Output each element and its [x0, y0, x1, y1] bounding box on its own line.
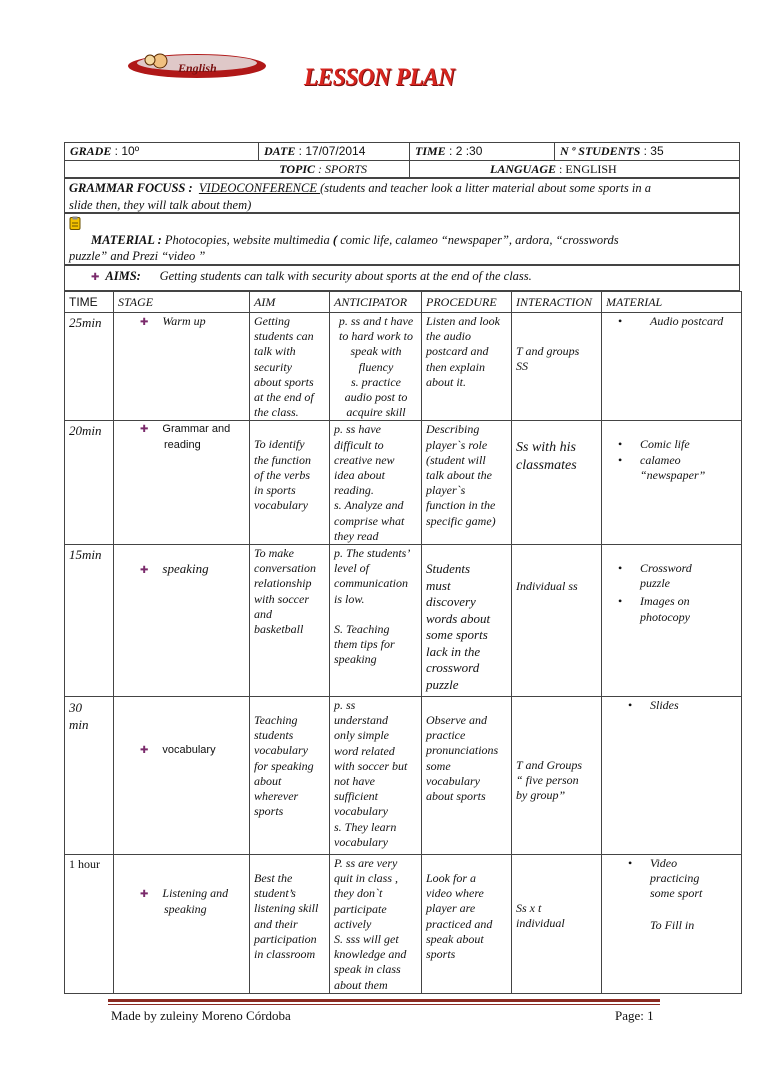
arrow-bullet-icon: ✚	[140, 889, 149, 901]
time-cell: 30 min	[65, 697, 114, 855]
procedure-cell: Students must discovery words about some sports lack in the crossword puzzle	[422, 545, 512, 697]
column-header: MATERIAL	[602, 292, 742, 313]
anticipator-cell: p. The students’ level of communication is low. S. Teaching them tips for speaking	[330, 545, 422, 697]
aims-section: ✚ AIMS: Getting students can talk with security about sports at the end of the class.	[64, 265, 740, 291]
material-cell	[602, 545, 742, 697]
students-cell: N º STUDENTS : 35	[555, 143, 740, 161]
material-cell	[602, 313, 742, 421]
aim-cell: Best the student’s listening skill and their participation in classroom	[250, 855, 330, 994]
aim-cell: Teaching students vocabulary for speaking about wherever sports	[250, 697, 330, 855]
list-item: • Crossword puzzle	[636, 561, 738, 591]
stage-cell: ✚ Grammar and reading	[114, 421, 250, 545]
column-header: AIM	[250, 292, 330, 313]
aim-cell: To identify the function of the verbs in sports vocabulary	[250, 421, 330, 545]
interaction-cell: Ss x t individual	[512, 855, 602, 994]
grade-cell: GRADE : 10º	[65, 143, 259, 161]
interaction-cell: T and Groups “ five person by group”	[512, 697, 602, 855]
aim-cell: Getting students can talk with security about sports at the end of the class.	[250, 313, 330, 421]
stage-cell: ✚ Listening and speaking	[114, 855, 250, 994]
arrow-bullet-icon: ✚	[140, 424, 149, 436]
procedure-cell: Observe and practice pronunciations some vocabulary about sports	[422, 697, 512, 855]
footer-rule-thin	[108, 1004, 660, 1005]
interaction-cell: Individual ss	[512, 545, 602, 697]
material-cell	[602, 421, 742, 545]
column-header: TIME	[65, 292, 114, 313]
time-cell: 20min	[65, 421, 114, 545]
english-logo	[126, 48, 268, 82]
time-cell: 15min	[65, 545, 114, 697]
material-section: MATERIAL : Photocopies, website multimedia ( comic life, calameo “newspaper”, ardora, “crosswords puzzle” and Prezi “video ”	[64, 213, 740, 265]
anticipator-cell: P. ss are very quit in class , they don`t participate actively S. sss will get knowledge and speak in class about them	[330, 855, 422, 994]
time-cell: 25min	[65, 313, 114, 421]
svg-text:English: English	[178, 61, 217, 75]
anticipator-cell: p. ss understand only simple word related with soccer but not have sufficient vocabulary s. They learn vocabulary	[330, 697, 422, 855]
arrow-bullet-icon: ✚	[140, 317, 149, 328]
grammar-focus: GRAMMAR FOCUSS : VIDEOCONFERENCE (students and teacher look a litter material about some sports in a slide then, they will talk about them)	[64, 177, 740, 213]
time-cell: TIME : 2 :30	[410, 143, 555, 161]
column-header: ANTICIPATOR	[330, 292, 422, 313]
procedure-cell: Describing player`s role (student will talk about the player`s function in the specific game)	[422, 421, 512, 545]
page-title: LESSON PLAN	[304, 64, 455, 91]
table-row	[65, 545, 742, 697]
anticipator-cell: p. ss and t have to hard work to speak with fluency s. practice audio post to acquire skill	[330, 313, 422, 421]
interaction-cell: Ss with his classmates	[512, 421, 602, 545]
material-cell	[602, 855, 742, 994]
material-cell	[602, 697, 742, 855]
footer-rule	[108, 999, 660, 1002]
topic-cell: TOPIC : SPORTS	[65, 161, 410, 179]
table-row	[65, 421, 742, 545]
interaction-cell: T and groups SS	[512, 313, 602, 421]
procedure-cell: Listen and look the audio postcard and then explain about it.	[422, 313, 512, 421]
table-row	[65, 855, 742, 994]
list-item: To Fill in	[650, 917, 695, 932]
table-row	[65, 697, 742, 855]
arrow-bullet-icon: ✚	[140, 565, 149, 577]
info-table	[64, 142, 740, 179]
anticipator-cell: p. ss have difficult to creative new idea about reading. s. Analyze and comprise what they read	[330, 421, 422, 545]
column-header: PROCEDURE	[422, 292, 512, 313]
list-item: “newspaper”	[640, 467, 706, 482]
videoconference-link: VIDEOCONFERENCE	[198, 181, 321, 195]
list-item: • calameo	[636, 453, 738, 468]
footer-author: Made by zuleiny Moreno Córdoba	[111, 1008, 291, 1023]
column-header: STAGE	[114, 292, 250, 313]
stage-cell: ✚ Warm up	[114, 313, 250, 421]
procedure-cell: Look for a video where player are practiced and speak about sports	[422, 855, 512, 994]
list-item: • Comic life	[636, 437, 738, 452]
list-item: • Slides	[646, 698, 738, 713]
clipboard-icon	[69, 216, 81, 230]
date-cell: DATE : 17/07/2014	[259, 143, 410, 161]
arrow-bullet-icon: ✚	[140, 745, 149, 757]
table-header-row	[65, 292, 742, 313]
arrow-bullet-icon: ✚	[91, 272, 100, 283]
language-cell: LANGUAGE : ENGLISH	[410, 161, 740, 179]
stage-cell: ✚ speaking	[114, 545, 250, 697]
list-item: • Video practicing some sport	[646, 856, 738, 902]
list-item: • Audio postcard	[636, 314, 738, 329]
list-item: • Images on photocopy	[636, 594, 738, 624]
aim-cell: To make conversation relationship with soccer and basketball	[250, 545, 330, 697]
footer-page-number: Page: 1	[615, 1008, 654, 1023]
time-cell: 1 hour	[65, 855, 114, 994]
table-row	[65, 313, 742, 421]
column-header: INTERACTION	[512, 292, 602, 313]
lesson-table	[64, 291, 742, 994]
stage-cell: ✚ vocabulary	[114, 697, 250, 855]
